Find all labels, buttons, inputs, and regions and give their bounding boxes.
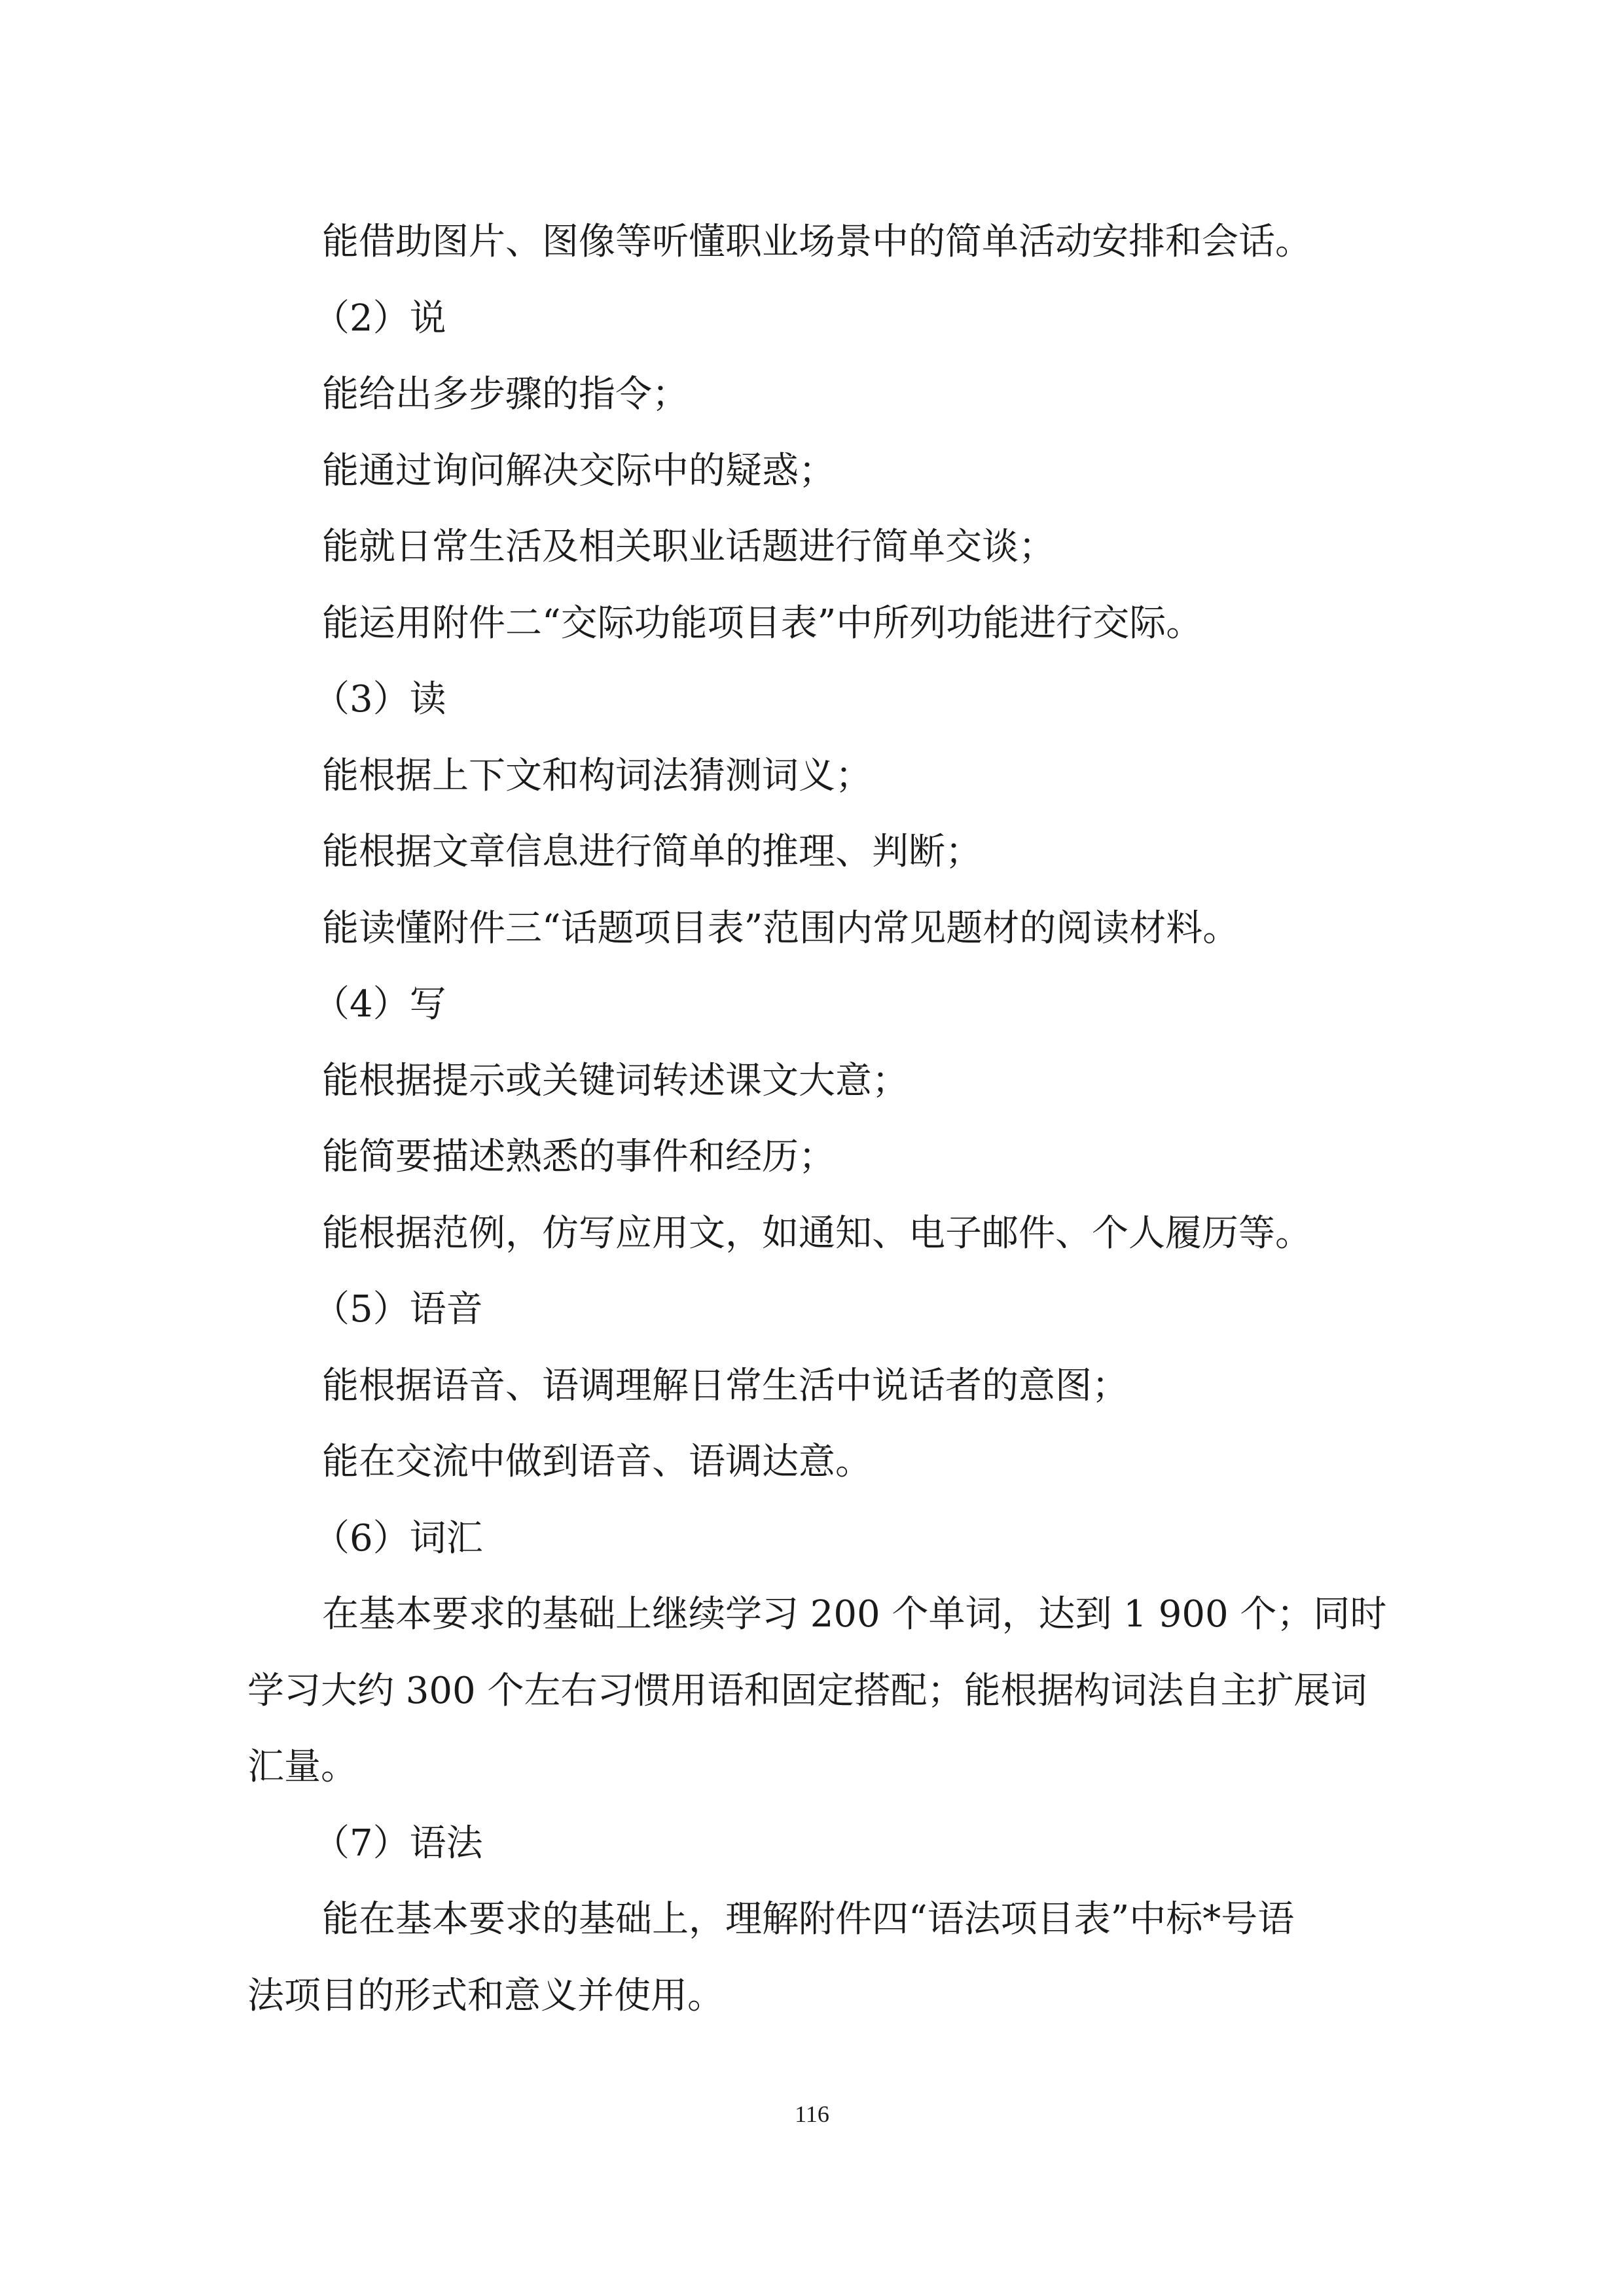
writing-line-2: 能简要描述熟悉的事件和经历； xyxy=(322,1136,835,1178)
pronunciation-line-1: 能根据语音、语调理解日常生活中说话者的意图； xyxy=(322,1365,1128,1407)
vocabulary-line-1: 在基本要求的基础上继续学习 200 个单词，达到 1 900 个；同时 xyxy=(322,1593,1387,1636)
pronunciation-line-2: 能在交流中做到语音、语调达意。 xyxy=(322,1441,872,1483)
page-number: 116 xyxy=(795,2101,829,2127)
speaking-line-2: 能通过询问解决交际中的疑惑； xyxy=(322,450,835,492)
listening-line-1: 能借助图片、图像等听懂职业场景中的简单活动安排和会话。 xyxy=(322,221,1312,263)
writing-heading: （4）写 xyxy=(313,983,446,1026)
reading-line-1: 能根据上下文和构词法猜测词义； xyxy=(322,755,872,797)
speaking-line-3: 能就日常生活及相关职业话题进行简单交谈； xyxy=(322,526,1055,568)
speaking-heading: （2）说 xyxy=(313,297,446,340)
pronunciation-heading: （5）语音 xyxy=(313,1288,483,1331)
writing-line-3: 能根据范例，仿写应用文，如通知、电子邮件、个人履历等。 xyxy=(322,1212,1312,1255)
writing-line-1: 能根据提示或关键词转述课文大意； xyxy=(322,1060,909,1102)
speaking-line-4: 能运用附件二“交际功能项目表”中所列功能进行交际。 xyxy=(322,602,1203,645)
vocabulary-line-2: 学习大约 300 个左右习惯用语和固定搭配；能根据构词法自主扩展词 xyxy=(247,1670,1367,1712)
reading-line-2: 能根据文章信息进行简单的推理、判断； xyxy=(322,831,982,873)
speaking-line-1: 能给出多步骤的指令； xyxy=(322,373,689,416)
grammar-line-1: 能在基本要求的基础上，理解附件四“语法项目表”中标*号语 xyxy=(322,1898,1295,1941)
reading-heading: （3）读 xyxy=(313,678,446,721)
vocabulary-heading: （6）词汇 xyxy=(313,1517,483,1560)
grammar-heading: （7）语法 xyxy=(313,1822,483,1865)
vocabulary-line-3: 汇量。 xyxy=(247,1746,357,1788)
grammar-line-2: 法项目的形式和意义并使用。 xyxy=(247,1975,724,2017)
reading-line-3: 能读懂附件三“话题项目表”范围内常见题材的阅读材料。 xyxy=(322,907,1240,950)
